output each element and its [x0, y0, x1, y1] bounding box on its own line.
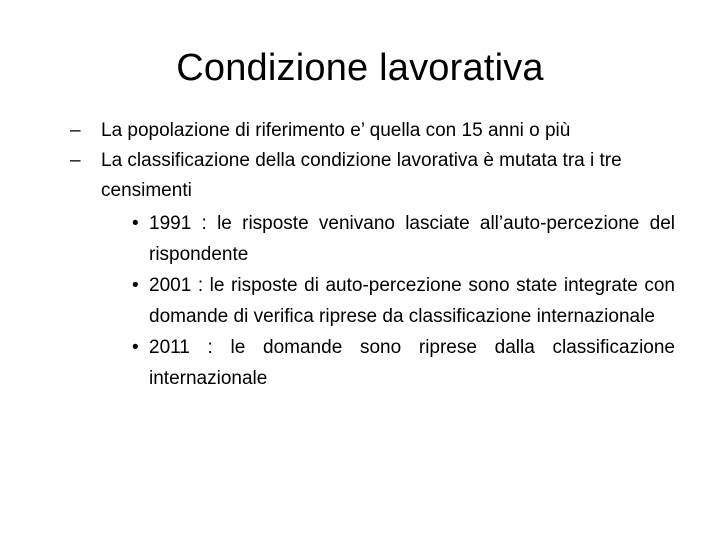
dash-bullet-icon: – — [70, 150, 81, 171]
bullet-item — [70, 146, 675, 206]
dash-bullet-icon: – — [70, 120, 81, 141]
bullet-text: La classificazione della condizione lavorativa è mutata tra i tre censimenti — [101, 150, 622, 201]
sub-bullet-text: 2001 : le risposte di auto-percezione sono state integrate con domande di verifica riprese da classificazione internazionale — [149, 275, 675, 327]
dot-bullet-icon: • — [132, 275, 139, 296]
dot-bullet-icon: • — [132, 213, 139, 234]
sub-bullet-text: 2011 : le domande sono riprese dalla classificazione internazionale — [149, 337, 675, 389]
slide-body — [70, 116, 675, 394]
sub-bullet-item — [132, 270, 675, 332]
sub-bullet-item — [132, 208, 675, 270]
slide-title: Condizione lavorativa — [176, 47, 544, 89]
dot-bullet-icon: • — [132, 337, 139, 358]
sub-bullet-item — [132, 332, 675, 394]
bullet-item — [70, 116, 675, 146]
bullet-text: La popolazione di riferimento e’ quella con 15 anni o più — [101, 120, 571, 141]
sub-bullet-text: 1991 : le risposte venivano lasciate all’auto-percezione del rispondente — [149, 213, 675, 265]
